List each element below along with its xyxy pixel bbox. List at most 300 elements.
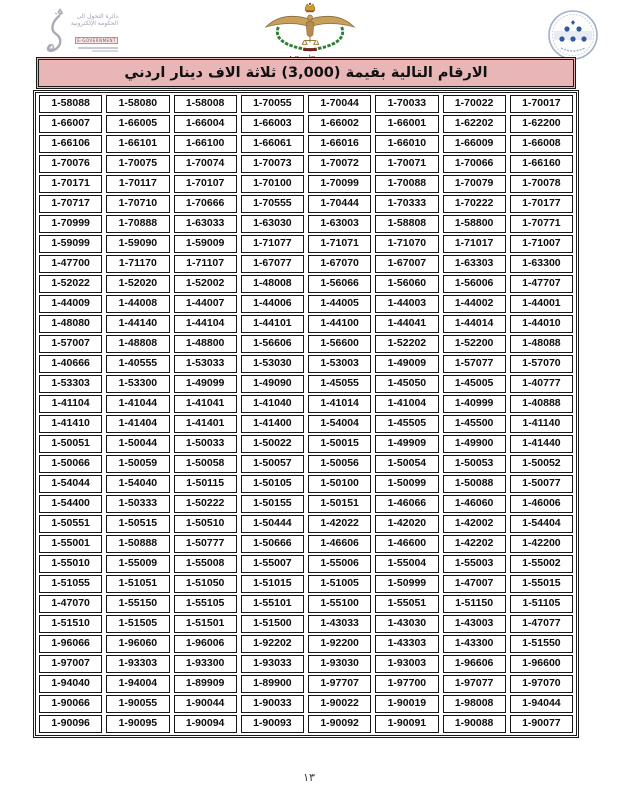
number-cell: 1-56060 xyxy=(375,275,438,293)
table-row xyxy=(39,455,573,473)
number-cell: 1-41004 xyxy=(375,395,438,413)
number-cell: 1-71071 xyxy=(308,235,371,253)
egov-swirl-icon xyxy=(42,6,72,58)
number-cell: 1-53300 xyxy=(106,375,169,393)
number-cell: 1-97077 xyxy=(443,675,506,693)
number-cell: 1-41400 xyxy=(241,415,304,433)
number-cell: 1-66009 xyxy=(443,135,506,153)
number-cell: 1-66003 xyxy=(241,115,304,133)
number-cell: 1-41440 xyxy=(510,435,573,453)
number-cell: 1-43303 xyxy=(375,635,438,653)
number-cell: 1-90093 xyxy=(241,715,304,733)
number-cell: 1-45505 xyxy=(375,415,438,433)
number-cell: 1-48808 xyxy=(106,335,169,353)
number-cell: 1-97070 xyxy=(510,675,573,693)
number-cell: 1-90095 xyxy=(106,715,169,733)
number-cell: 1-41044 xyxy=(106,395,169,413)
table-row xyxy=(39,555,573,573)
number-cell: 1-51550 xyxy=(510,635,573,653)
number-cell: 1-44009 xyxy=(39,295,102,313)
number-cell: 1-89909 xyxy=(174,675,237,693)
number-cell: 1-90091 xyxy=(375,715,438,733)
number-cell: 1-40666 xyxy=(39,355,102,373)
number-cell: 1-56066 xyxy=(308,275,371,293)
number-cell: 1-41104 xyxy=(39,395,102,413)
number-cell: 1-51005 xyxy=(308,575,371,593)
number-cell: 1-44008 xyxy=(106,295,169,313)
number-cell: 1-52202 xyxy=(375,335,438,353)
table-row xyxy=(39,515,573,533)
number-cell: 1-44101 xyxy=(241,315,304,333)
number-cell: 1-48088 xyxy=(510,335,573,353)
number-cell: 1-42202 xyxy=(443,535,506,553)
number-cell: 1-48080 xyxy=(39,315,102,333)
number-cell: 1-90094 xyxy=(174,715,237,733)
number-cell: 1-55006 xyxy=(308,555,371,573)
egov-text-block xyxy=(72,13,118,52)
number-cell: 1-98008 xyxy=(443,695,506,713)
number-cell: 1-44001 xyxy=(510,295,573,313)
number-cell: 1-50054 xyxy=(375,455,438,473)
table-row xyxy=(39,195,573,213)
number-cell: 1-49009 xyxy=(375,355,438,373)
number-cell: 1-44002 xyxy=(443,295,506,313)
number-cell: 1-58808 xyxy=(375,215,438,233)
number-cell: 1-66008 xyxy=(510,135,573,153)
table-row xyxy=(39,215,573,233)
number-cell: 1-49090 xyxy=(241,375,304,393)
number-cell: 1-50444 xyxy=(241,515,304,533)
number-cell: 1-70055 xyxy=(241,95,304,113)
number-cell: 1-66004 xyxy=(174,115,237,133)
title-text: الارقام التالية بقيمة (3,000) ثلاثة الاف دينار اردني xyxy=(124,65,488,81)
number-cell: 1-46606 xyxy=(308,535,371,553)
number-cell: 1-70717 xyxy=(39,195,102,213)
number-cell: 1-66010 xyxy=(375,135,438,153)
number-cell: 1-46006 xyxy=(510,495,573,513)
number-cell: 1-67007 xyxy=(375,255,438,273)
number-cell: 1-50015 xyxy=(308,435,371,453)
number-cell: 1-51105 xyxy=(510,595,573,613)
number-cell: 1-66005 xyxy=(106,115,169,133)
page-number: ١٣ xyxy=(303,771,315,784)
number-cell: 1-70666 xyxy=(174,195,237,213)
table-row xyxy=(39,295,573,313)
number-cell: 1-70076 xyxy=(39,155,102,173)
egov-line-2: الحكومة الإلكترونية xyxy=(70,20,118,27)
number-cell: 1-50777 xyxy=(174,535,237,553)
number-cell: 1-55100 xyxy=(308,595,371,613)
table-row xyxy=(39,675,573,693)
number-cell: 1-44005 xyxy=(308,295,371,313)
number-cell: 1-90096 xyxy=(39,715,102,733)
number-cell: 1-90088 xyxy=(443,715,506,733)
number-cell: 1-93033 xyxy=(241,655,304,673)
number-cell: 1-42002 xyxy=(443,515,506,533)
number-cell: 1-50099 xyxy=(375,475,438,493)
number-cell: 1-59099 xyxy=(39,235,102,253)
table-row xyxy=(39,275,573,293)
number-cell: 1-50051 xyxy=(39,435,102,453)
number-cell: 1-55007 xyxy=(241,555,304,573)
number-cell: 1-47070 xyxy=(39,595,102,613)
number-cell: 1-54400 xyxy=(39,495,102,513)
table-row xyxy=(39,615,573,633)
egov-line-1: دائرة التحول الى xyxy=(76,13,118,20)
title-bar xyxy=(36,57,576,89)
number-cell: 1-55003 xyxy=(443,555,506,573)
number-cell: 1-44003 xyxy=(375,295,438,313)
number-cell: 1-93003 xyxy=(375,655,438,673)
number-cell: 1-55015 xyxy=(510,575,573,593)
number-cell: 1-52022 xyxy=(39,275,102,293)
egov-decor-line-2 xyxy=(92,50,118,52)
number-cell: 1-51150 xyxy=(443,595,506,613)
number-cell: 1-41404 xyxy=(106,415,169,433)
number-cell: 1-71070 xyxy=(375,235,438,253)
number-cell: 1-45500 xyxy=(443,415,506,433)
number-cell: 1-66016 xyxy=(308,135,371,153)
table-row xyxy=(39,115,573,133)
number-cell: 1-58800 xyxy=(443,215,506,233)
number-cell: 1-66106 xyxy=(39,135,102,153)
number-cell: 1-55010 xyxy=(39,555,102,573)
table-row xyxy=(39,535,573,553)
number-cell: 1-46066 xyxy=(375,495,438,513)
number-cell: 1-51505 xyxy=(106,615,169,633)
number-cell: 1-97707 xyxy=(308,675,371,693)
number-cell: 1-43030 xyxy=(375,615,438,633)
number-cell: 1-48008 xyxy=(241,275,304,293)
number-cell: 1-66061 xyxy=(241,135,304,153)
number-cell: 1-94040 xyxy=(39,675,102,693)
number-cell: 1-43300 xyxy=(443,635,506,653)
table-row xyxy=(39,95,573,113)
table-row xyxy=(39,155,573,173)
number-cell: 1-50056 xyxy=(308,455,371,473)
number-cell: 1-96606 xyxy=(443,655,506,673)
number-cell: 1-55004 xyxy=(375,555,438,573)
number-cell: 1-71077 xyxy=(241,235,304,253)
number-cell: 1-62202 xyxy=(443,115,506,133)
number-cell: 1-50052 xyxy=(510,455,573,473)
number-cell: 1-40888 xyxy=(510,395,573,413)
number-cell: 1-57077 xyxy=(443,355,506,373)
number-cell: 1-90044 xyxy=(174,695,237,713)
number-cell: 1-51510 xyxy=(39,615,102,633)
number-cell: 1-59009 xyxy=(174,235,237,253)
number-cell: 1-42200 xyxy=(510,535,573,553)
number-cell: 1-50151 xyxy=(308,495,371,513)
table-row xyxy=(39,335,573,353)
number-cell: 1-57070 xyxy=(510,355,573,373)
number-cell: 1-44010 xyxy=(510,315,573,333)
number-cell: 1-70075 xyxy=(106,155,169,173)
number-cell: 1-52002 xyxy=(174,275,237,293)
number-cell: 1-47007 xyxy=(443,575,506,593)
number-cell: 1-40555 xyxy=(106,355,169,373)
number-cell: 1-70079 xyxy=(443,175,506,193)
number-cell: 1-70888 xyxy=(106,215,169,233)
number-cell: 1-41040 xyxy=(241,395,304,413)
number-cell: 1-70099 xyxy=(308,175,371,193)
number-cell: 1-96600 xyxy=(510,655,573,673)
number-cell: 1-50066 xyxy=(39,455,102,473)
number-cell: 1-56606 xyxy=(241,335,304,353)
number-cell: 1-50057 xyxy=(241,455,304,473)
number-cell: 1-50033 xyxy=(174,435,237,453)
number-cell: 1-50333 xyxy=(106,495,169,513)
eagle-crest-icon xyxy=(262,2,358,52)
number-cell: 1-41014 xyxy=(308,395,371,413)
number-cell: 1-70222 xyxy=(443,195,506,213)
table-row xyxy=(39,175,573,193)
number-cell: 1-50088 xyxy=(443,475,506,493)
number-cell: 1-55008 xyxy=(174,555,237,573)
table-row xyxy=(39,495,573,513)
number-cell: 1-50222 xyxy=(174,495,237,513)
number-cell: 1-70073 xyxy=(241,155,304,173)
seal-icon xyxy=(544,8,602,62)
number-cell: 1-40777 xyxy=(510,375,573,393)
number-cell: 1-96066 xyxy=(39,635,102,653)
table-row xyxy=(39,575,573,593)
number-cell: 1-70072 xyxy=(308,155,371,173)
number-cell: 1-96060 xyxy=(106,635,169,653)
number-cell: 1-55001 xyxy=(39,535,102,553)
number-cell: 1-51501 xyxy=(174,615,237,633)
number-cell: 1-40999 xyxy=(443,395,506,413)
number-cell: 1-50044 xyxy=(106,435,169,453)
number-cell: 1-44014 xyxy=(443,315,506,333)
number-cell: 1-90022 xyxy=(308,695,371,713)
number-cell: 1-51500 xyxy=(241,615,304,633)
number-cell: 1-50666 xyxy=(241,535,304,553)
table-row xyxy=(39,715,573,733)
number-cell: 1-66002 xyxy=(308,115,371,133)
number-cell: 1-43003 xyxy=(443,615,506,633)
number-cell: 1-46060 xyxy=(443,495,506,513)
number-cell: 1-47700 xyxy=(39,255,102,273)
number-cell: 1-63033 xyxy=(174,215,237,233)
number-cell: 1-43033 xyxy=(308,615,371,633)
number-cell: 1-70771 xyxy=(510,215,573,233)
number-cell: 1-50999 xyxy=(375,575,438,593)
table-row xyxy=(39,475,573,493)
number-cell: 1-44104 xyxy=(174,315,237,333)
number-cell: 1-52020 xyxy=(106,275,169,293)
number-cell: 1-90055 xyxy=(106,695,169,713)
number-cell: 1-70033 xyxy=(375,95,438,113)
number-cell: 1-50115 xyxy=(174,475,237,493)
number-cell: 1-70999 xyxy=(39,215,102,233)
number-cell: 1-70177 xyxy=(510,195,573,213)
number-cell: 1-56600 xyxy=(308,335,371,353)
number-cell: 1-50515 xyxy=(106,515,169,533)
number-cell: 1-51051 xyxy=(106,575,169,593)
table-row xyxy=(39,635,573,653)
number-cell: 1-97007 xyxy=(39,655,102,673)
number-cell: 1-50510 xyxy=(174,515,237,533)
number-cell: 1-50059 xyxy=(106,455,169,473)
number-cell: 1-54040 xyxy=(106,475,169,493)
number-cell: 1-70017 xyxy=(510,95,573,113)
number-cell: 1-70555 xyxy=(241,195,304,213)
number-cell: 1-70107 xyxy=(174,175,237,193)
number-cell: 1-48800 xyxy=(174,335,237,353)
number-cell: 1-47077 xyxy=(510,615,573,633)
number-cell: 1-70333 xyxy=(375,195,438,213)
number-cell: 1-63303 xyxy=(443,255,506,273)
number-cell: 1-54044 xyxy=(39,475,102,493)
table-row xyxy=(39,435,573,453)
number-cell: 1-58008 xyxy=(174,95,237,113)
number-cell: 1-70117 xyxy=(106,175,169,193)
number-cell: 1-55150 xyxy=(106,595,169,613)
number-cell: 1-50100 xyxy=(308,475,371,493)
egov-badge: E-GOVERNMENT xyxy=(77,38,116,43)
number-cell: 1-70444 xyxy=(308,195,371,213)
number-cell: 1-96006 xyxy=(174,635,237,653)
number-cell: 1-50053 xyxy=(443,455,506,473)
number-cell: 1-55101 xyxy=(241,595,304,613)
number-cell: 1-70071 xyxy=(375,155,438,173)
public-security-emblem xyxy=(262,2,358,65)
table-row xyxy=(39,415,573,433)
number-cell: 1-50888 xyxy=(106,535,169,553)
number-cell: 1-44006 xyxy=(241,295,304,313)
number-cell: 1-55002 xyxy=(510,555,573,573)
number-cell: 1-42020 xyxy=(375,515,438,533)
table-row xyxy=(39,235,573,253)
number-cell: 1-93030 xyxy=(308,655,371,673)
number-cell: 1-50155 xyxy=(241,495,304,513)
number-cell: 1-71017 xyxy=(443,235,506,253)
number-cell: 1-70710 xyxy=(106,195,169,213)
number-cell: 1-41401 xyxy=(174,415,237,433)
number-cell: 1-42022 xyxy=(308,515,371,533)
number-cell: 1-71007 xyxy=(510,235,573,253)
table-row xyxy=(39,655,573,673)
number-cell: 1-67077 xyxy=(241,255,304,273)
number-cell: 1-70074 xyxy=(174,155,237,173)
number-cell: 1-50022 xyxy=(241,435,304,453)
number-cell: 1-44007 xyxy=(174,295,237,313)
number-cell: 1-89900 xyxy=(241,675,304,693)
number-cell: 1-71170 xyxy=(106,255,169,273)
egov-decor-line-1 xyxy=(78,47,118,49)
number-cell: 1-57007 xyxy=(39,335,102,353)
table-row xyxy=(39,395,573,413)
number-cell: 1-53030 xyxy=(241,355,304,373)
table-row xyxy=(39,315,573,333)
table-row xyxy=(39,695,573,713)
number-cell: 1-54404 xyxy=(510,515,573,533)
table-row xyxy=(39,355,573,373)
number-cell: 1-50077 xyxy=(510,475,573,493)
number-cell: 1-45055 xyxy=(308,375,371,393)
number-cell: 1-50058 xyxy=(174,455,237,473)
number-cell: 1-70044 xyxy=(308,95,371,113)
number-cell: 1-53003 xyxy=(308,355,371,373)
number-cell: 1-41041 xyxy=(174,395,237,413)
number-cell: 1-63030 xyxy=(241,215,304,233)
number-cell: 1-70171 xyxy=(39,175,102,193)
number-cell: 1-51055 xyxy=(39,575,102,593)
number-cell: 1-66160 xyxy=(510,155,573,173)
number-cell: 1-50551 xyxy=(39,515,102,533)
number-cell: 1-70078 xyxy=(510,175,573,193)
numbers-table xyxy=(33,90,579,738)
number-cell: 1-66001 xyxy=(375,115,438,133)
number-cell: 1-53303 xyxy=(39,375,102,393)
number-cell: 1-90033 xyxy=(241,695,304,713)
number-cell: 1-70100 xyxy=(241,175,304,193)
number-cell: 1-58088 xyxy=(39,95,102,113)
number-cell: 1-49900 xyxy=(443,435,506,453)
number-cell: 1-90019 xyxy=(375,695,438,713)
number-cell: 1-92202 xyxy=(241,635,304,653)
number-cell: 1-55105 xyxy=(174,595,237,613)
number-cell: 1-70022 xyxy=(443,95,506,113)
number-cell: 1-93300 xyxy=(174,655,237,673)
table-row xyxy=(39,375,573,393)
lottery-seal xyxy=(544,8,602,62)
number-cell: 1-90066 xyxy=(39,695,102,713)
number-cell: 1-41410 xyxy=(39,415,102,433)
number-cell: 1-55051 xyxy=(375,595,438,613)
number-cell: 1-44100 xyxy=(308,315,371,333)
number-cell: 1-49909 xyxy=(375,435,438,453)
number-cell: 1-70088 xyxy=(375,175,438,193)
number-cell: 1-92200 xyxy=(308,635,371,653)
number-cell: 1-71107 xyxy=(174,255,237,273)
number-cell: 1-45050 xyxy=(375,375,438,393)
number-cell: 1-51050 xyxy=(174,575,237,593)
number-cell: 1-47707 xyxy=(510,275,573,293)
number-cell: 1-56006 xyxy=(443,275,506,293)
table-row xyxy=(39,595,573,613)
number-cell: 1-59090 xyxy=(106,235,169,253)
number-cell: 1-90092 xyxy=(308,715,371,733)
number-cell: 1-50105 xyxy=(241,475,304,493)
number-cell: 1-94044 xyxy=(510,695,573,713)
number-cell: 1-93303 xyxy=(106,655,169,673)
number-cell: 1-70066 xyxy=(443,155,506,173)
number-cell: 1-55009 xyxy=(106,555,169,573)
number-cell: 1-58080 xyxy=(106,95,169,113)
number-cell: 1-66007 xyxy=(39,115,102,133)
number-cell: 1-62200 xyxy=(510,115,573,133)
number-cell: 1-66101 xyxy=(106,135,169,153)
number-cell: 1-44140 xyxy=(106,315,169,333)
table-row xyxy=(39,135,573,153)
number-cell: 1-44041 xyxy=(375,315,438,333)
table-row xyxy=(39,255,573,273)
number-cell: 1-51015 xyxy=(241,575,304,593)
number-cell: 1-45005 xyxy=(443,375,506,393)
number-cell: 1-63003 xyxy=(308,215,371,233)
number-cell: 1-46600 xyxy=(375,535,438,553)
number-cell: 1-66100 xyxy=(174,135,237,153)
number-cell: 1-63300 xyxy=(510,255,573,273)
number-cell: 1-49099 xyxy=(174,375,237,393)
number-cell: 1-54004 xyxy=(308,415,371,433)
number-cell: 1-97700 xyxy=(375,675,438,693)
number-cell: 1-94004 xyxy=(106,675,169,693)
number-cell: 1-90077 xyxy=(510,715,573,733)
number-cell: 1-52200 xyxy=(443,335,506,353)
